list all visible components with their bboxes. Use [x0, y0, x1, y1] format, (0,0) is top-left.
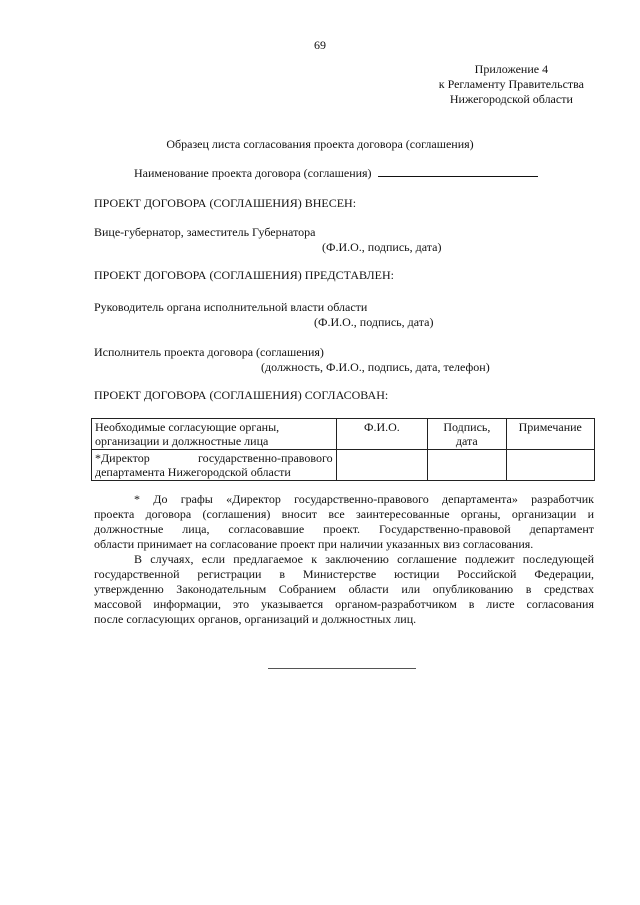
header-cell-signature: Подпись, дата [428, 419, 506, 450]
document-title: Образец листа согласования проекта договора (соглашения) [166, 137, 474, 151]
row-cell-director: *Директор государственно-правового департамента Нижегородской области [92, 450, 337, 481]
row-cell-signature [428, 450, 506, 481]
project-name-blank [378, 166, 538, 177]
executor-signature-hint: (должность, Ф.И.О., подпись, дата, телефон) [261, 360, 490, 374]
page-number: 69 [314, 38, 326, 52]
table-row [92, 450, 595, 481]
vice-governor-label: Вице-губернатор, заместитель Губернатора [94, 225, 316, 239]
header-cell-fio: Ф.И.О. [336, 419, 428, 450]
row-cell-fio [336, 450, 428, 481]
appendix-line-1: Приложение 4 [474, 62, 549, 76]
appendix-line-3: Нижегородской области [449, 92, 573, 106]
registration-paragraph: В случаях, если предлагаемое к заключению соглашение подлежит последующей государственной регистрации в Министерстве юстиции Российской Федерации, утвержденню Законодательным Собранием области или опубликованию в средствах массовой информации, это указывается органом-разработчиком в листе согласования после согласующих органов, организаций и должностных лиц. [94, 552, 594, 626]
section-agreed-heading: ПРОЕКТ ДОГОВОРА (СОГЛАШЕНИЯ) СОГЛАСОВАН: [94, 388, 389, 402]
table-header-row [92, 419, 595, 450]
head-of-body-signature-hint: (Ф.И.О., подпись, дата) [314, 315, 434, 329]
appendix-line-2: к Регламенту Правительства [438, 77, 584, 91]
section-submitted-heading: ПРОЕКТ ДОГОВОРА (СОГЛАШЕНИЯ) ВНЕСЕН: [94, 196, 357, 210]
project-name-row [134, 166, 538, 181]
header-cell-note: Примечание [506, 419, 595, 450]
head-of-body-label: Руководитель органа исполнительной власти области [94, 300, 368, 314]
executor-label: Исполнитель проекта договора (соглашения) [94, 345, 324, 359]
appendix-header [439, 62, 584, 107]
approval-table [91, 418, 595, 481]
header-cell-bodies: Необходимые согласующие органы, организации и должностные лица [92, 419, 337, 450]
footer-divider [268, 668, 416, 669]
footnote-paragraph: * До графы «Директор государственно-правового департамента» разработчик проекта договора (соглашения) вносит все заинтересованные органы, организации и должностные лица, согласовавшие проект. Государственно-правовой департамент области принимает на согласование проект при наличии указанных виз согласования. [94, 492, 594, 551]
row-cell-note [506, 450, 595, 481]
vice-governor-signature-hint: (Ф.И.О., подпись, дата) [322, 240, 442, 254]
section-presented-heading: ПРОЕКТ ДОГОВОРА (СОГЛАШЕНИЯ) ПРЕДСТАВЛЕН: [94, 268, 394, 282]
project-name-label: Наименование проекта договора (соглашения) [134, 166, 372, 180]
